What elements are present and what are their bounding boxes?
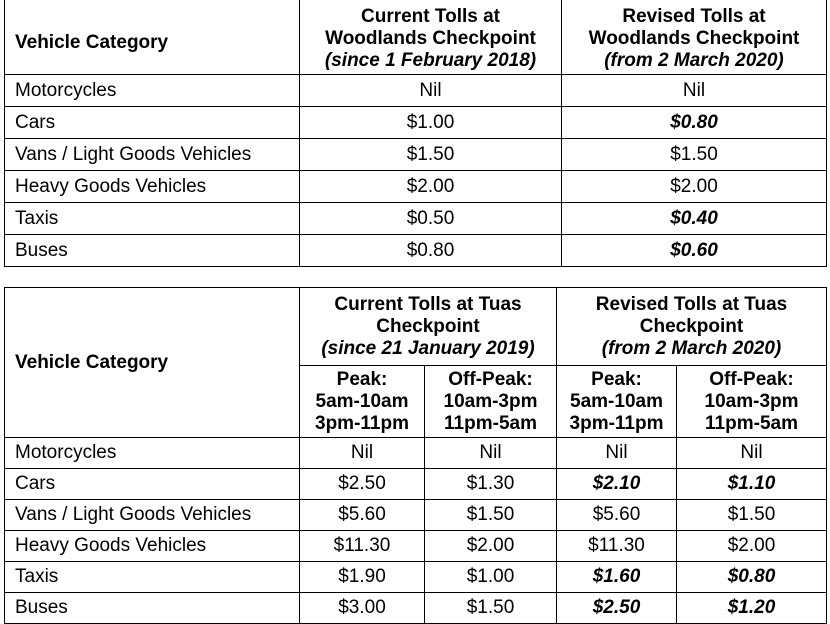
row-current-peak: Nil <box>300 438 425 469</box>
woodlands-toll-table <box>4 0 827 267</box>
row-revised-offpeak: $2.00 <box>677 531 827 562</box>
header-current-line2: Woodlands Checkpoint <box>325 28 536 49</box>
row-current-peak: $1.90 <box>300 562 425 593</box>
header-revised-peak <box>557 366 677 438</box>
header-revised-line1: Revised Tolls at <box>622 6 766 27</box>
row-current-toll: $1.00 <box>300 107 562 139</box>
row-revised-peak: $2.50 <box>557 593 677 624</box>
row-category: Buses <box>5 593 300 624</box>
row-category: Buses <box>5 235 300 267</box>
table-row <box>5 171 827 203</box>
row-revised-peak: $11.30 <box>557 531 677 562</box>
peak-time-2: 3pm-11pm <box>315 412 409 434</box>
tuas-toll-table <box>4 287 827 624</box>
row-current-offpeak: $2.00 <box>425 531 557 562</box>
header-current-line1: Current Tolls at <box>361 6 500 27</box>
row-current-peak: $5.60 <box>300 500 425 531</box>
row-revised-toll: Nil <box>562 75 827 107</box>
offpeak-time-2: 11pm-5am <box>444 412 537 434</box>
header-revised-line2: Checkpoint <box>639 315 744 337</box>
table-row <box>5 235 827 267</box>
row-revised-peak: Nil <box>557 438 677 469</box>
header-revised-line2: Woodlands Checkpoint <box>588 28 800 49</box>
row-revised-offpeak: $1.10 <box>677 469 827 500</box>
header-revised-offpeak <box>677 366 827 438</box>
row-category: Taxis <box>5 203 300 235</box>
table-row <box>5 593 827 624</box>
offpeak-label: Off-Peak: <box>448 368 533 390</box>
header-current-line2: Checkpoint <box>376 315 480 337</box>
row-current-toll: $1.50 <box>300 139 562 171</box>
header-vehicle-category: Vehicle Category <box>5 0 300 75</box>
header-current-offpeak <box>425 366 557 438</box>
row-category: Cars <box>5 469 300 500</box>
row-revised-peak: $5.60 <box>557 500 677 531</box>
peak-time-1: 5am-10am <box>570 390 663 412</box>
header-current-tolls <box>300 288 557 366</box>
header-current-tolls <box>300 0 562 75</box>
table-row <box>5 500 827 531</box>
row-current-offpeak: Nil <box>425 438 557 469</box>
row-current-offpeak: $1.00 <box>425 562 557 593</box>
row-current-offpeak: $1.50 <box>425 593 557 624</box>
row-current-offpeak: $1.30 <box>425 469 557 500</box>
offpeak-label: Off-Peak: <box>709 368 794 390</box>
peak-label: Peak: <box>336 368 388 390</box>
row-category: Heavy Goods Vehicles <box>5 531 300 562</box>
row-revised-offpeak: Nil <box>677 438 827 469</box>
header-current-peak <box>300 366 425 438</box>
table-row <box>5 139 827 171</box>
table-row <box>5 203 827 235</box>
row-category: Vans / Light Goods Vehicles <box>5 139 300 171</box>
peak-label: Peak: <box>591 368 642 390</box>
row-current-peak: $2.50 <box>300 469 425 500</box>
row-category: Motorcycles <box>5 438 300 469</box>
row-revised-toll: $0.80 <box>562 107 827 139</box>
header-revised-line3: (from 2 March 2020) <box>601 337 782 359</box>
row-revised-toll: $0.40 <box>562 203 827 235</box>
table-row <box>5 107 827 139</box>
row-current-peak: $11.30 <box>300 531 425 562</box>
row-category: Motorcycles <box>5 75 300 107</box>
row-revised-peak: $1.60 <box>557 562 677 593</box>
header-vehicle-category: Vehicle Category <box>5 288 300 438</box>
offpeak-time-2: 11pm-5am <box>705 412 798 434</box>
row-revised-toll: $2.00 <box>562 171 827 203</box>
row-revised-offpeak: $1.50 <box>677 500 827 531</box>
table-row <box>5 438 827 469</box>
row-category: Cars <box>5 107 300 139</box>
row-revised-toll: $1.50 <box>562 139 827 171</box>
row-revised-peak: $2.10 <box>557 469 677 500</box>
table-row <box>5 75 827 107</box>
header-current-line3: (since 1 February 2018) <box>324 50 537 71</box>
table-row <box>5 469 827 500</box>
row-current-offpeak: $1.50 <box>425 500 557 531</box>
row-revised-toll: $0.60 <box>562 235 827 267</box>
offpeak-time-1: 10am-3pm <box>704 390 799 412</box>
row-category: Taxis <box>5 562 300 593</box>
header-current-line3: (since 21 January 2019) <box>321 337 535 359</box>
peak-time-1: 5am-10am <box>315 390 409 412</box>
row-revised-offpeak: $1.20 <box>677 593 827 624</box>
row-category: Heavy Goods Vehicles <box>5 171 300 203</box>
offpeak-time-1: 10am-3pm <box>443 390 538 412</box>
row-current-peak: $3.00 <box>300 593 425 624</box>
header-revised-line1: Revised Tolls at Tuas <box>595 293 788 315</box>
row-current-toll: $0.50 <box>300 203 562 235</box>
row-current-toll: Nil <box>300 75 562 107</box>
table-row <box>5 531 827 562</box>
row-current-toll: $2.00 <box>300 171 562 203</box>
header-revised-line3: (from 2 March 2020) <box>604 50 784 71</box>
table-row <box>5 562 827 593</box>
row-revised-offpeak: $0.80 <box>677 562 827 593</box>
header-revised-tolls <box>562 0 827 75</box>
row-category: Vans / Light Goods Vehicles <box>5 500 300 531</box>
header-revised-tolls <box>557 288 827 366</box>
peak-time-2: 3pm-11pm <box>569 412 664 434</box>
row-current-toll: $0.80 <box>300 235 562 267</box>
header-current-line1: Current Tolls at Tuas <box>334 293 522 315</box>
